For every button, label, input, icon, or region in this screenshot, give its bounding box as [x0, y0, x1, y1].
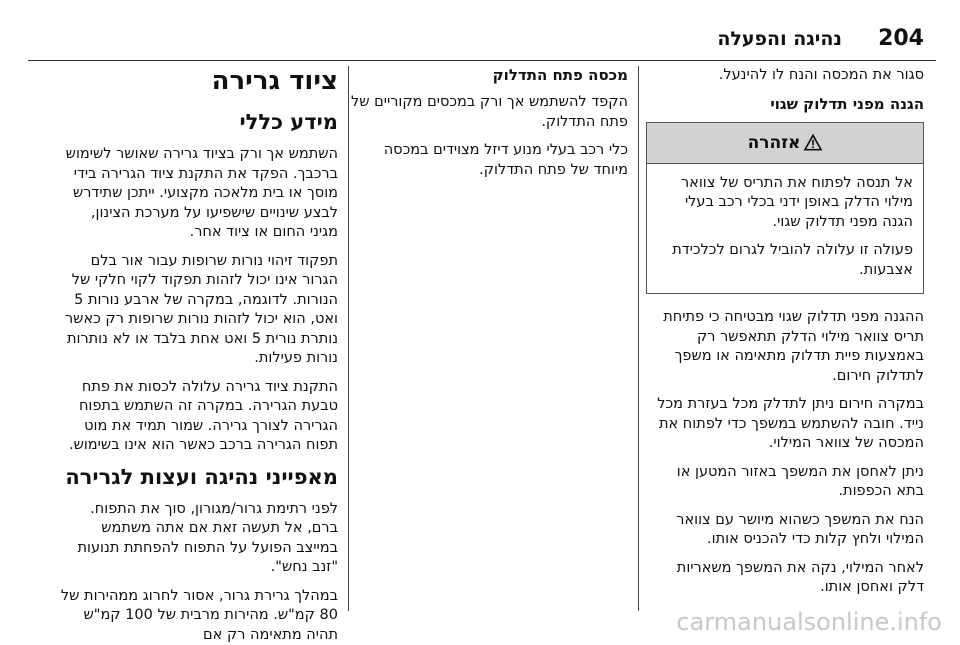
warning-paragraph: אל תנסה לפתוח את התריס של צוואר מילוי הדלק באופן ידני בכלי רכב בעלי הגנה מפני תדלוק שגוי. [657, 174, 913, 233]
warning-header [647, 123, 923, 164]
right-column [646, 66, 924, 611]
header-rule [28, 60, 936, 61]
body-paragraph: במהלך גרירת גרור, אסור לחרוג ממהירות של 80 קמ"ש. מהירות מרבית של 100 קמ"ש תהיה מתאימה רק אם [60, 587, 338, 645]
intro-text: סגור את המכסה והנח לו להינעל. [646, 66, 924, 86]
warning-title: אזהרה [748, 133, 801, 153]
body-paragraph: לאחר המילוי, נקה את המשפך משאריות דלק ואחסן אותו. [646, 559, 924, 598]
warning-icon [804, 134, 822, 151]
column-divider [638, 66, 639, 611]
driving-tips-heading: מאפייני נהיגה ועצות לגרירה [60, 465, 338, 490]
body-paragraph: כלי רכב בעלי מנוע דיזל מצוידים במכסה מיוחד של פתח התדלוק. [350, 141, 628, 180]
warning-paragraph: פעולה זו עלולה להוביל לגרום לכלכידת אצבעות. [657, 241, 913, 280]
body-paragraph: הנח את המשפך כשהוא מיושר עם צוואר המילוי ולחץ קלות כדי להכניס אותו. [646, 511, 924, 550]
section-title: נהיגה והפעלה [717, 28, 842, 50]
body-paragraph: ההגנה מפני תדלוק שגוי מבטיחה כי פתיחת תריס צוואר מילוי הדלק תתאפשר רק באמצעות פיית תדלוק מתאימה או משפך לתדלוק חירום. [646, 308, 924, 386]
warning-body [647, 164, 923, 294]
middle-column [350, 66, 628, 611]
page-number: 204 [878, 26, 924, 51]
left-column [60, 66, 338, 611]
body-paragraph: ניתן לאחסן את המשפך באזור המטען או בתא הכפפות. [646, 463, 924, 502]
body-paragraph: במקרה חירום ניתן לתדלק מכל בעזרת מכל נייד. חובה להשתמש במשפך כדי לפתוח את המכסה של צוואר המילוי. [646, 395, 924, 454]
column-divider [348, 66, 349, 611]
body-paragraph: השתמש אך ורק בציוד גרירה שאושר לשימוש ברכבך. הפקד את התקנת ציוד הגרירה בידי מוסך או בית מלאכה מקצועי. ייתכן שתידרש לבצע שינויים שישפיעו על מערכת הצינון, מגיני החום או ציוד אחר. [60, 145, 338, 243]
general-info-heading: מידע כללי [60, 110, 338, 135]
body-paragraph: התקנת ציוד גרירה עלולה לכסות את פתח טבעת הגרירה. במקרה זה השתמש בתפוח הגרירה לצורך גרירה. שמור תמיד את מוט תפוח הגרירה ברכב כאשר הוא אינו בשימוש. [60, 378, 338, 456]
body-paragraph: הקפד להשתמש אך ורק במכסים מקוריים של פתח התדלוק. [350, 93, 628, 132]
towing-title: ציוד גרירה [60, 66, 338, 96]
page-header [0, 26, 960, 60]
warning-box [646, 122, 924, 295]
watermark-text: carmanualsonline.info [676, 608, 942, 636]
body-paragraph: תפקוד זיהוי נורות שרופות עבור אור בלם הגרור אינו יכול לזהות תפקוד לקוי חלקי של הנורות. לדוגמה, במקרה של ארבע נורות 5 ואט, הוא יכול לזהות נורות שרופות רק כאשר נותרת נורית 5 ואט אחת בלבד או לא נותרות נורות פעילות. [60, 252, 338, 369]
misfuel-heading: הגנה מפני תדלוק שגוי [646, 95, 924, 114]
fuel-cap-heading: מכסה פתח התדלוק [350, 66, 628, 85]
body-paragraph: לפני רתימת גרור/מגורון, סוך את התפוח. ברם, אל תעשה זאת אם אתה משתמש במייצב הפועל על התפוח להפחתת תנועות "זנב נחש". [60, 500, 338, 578]
